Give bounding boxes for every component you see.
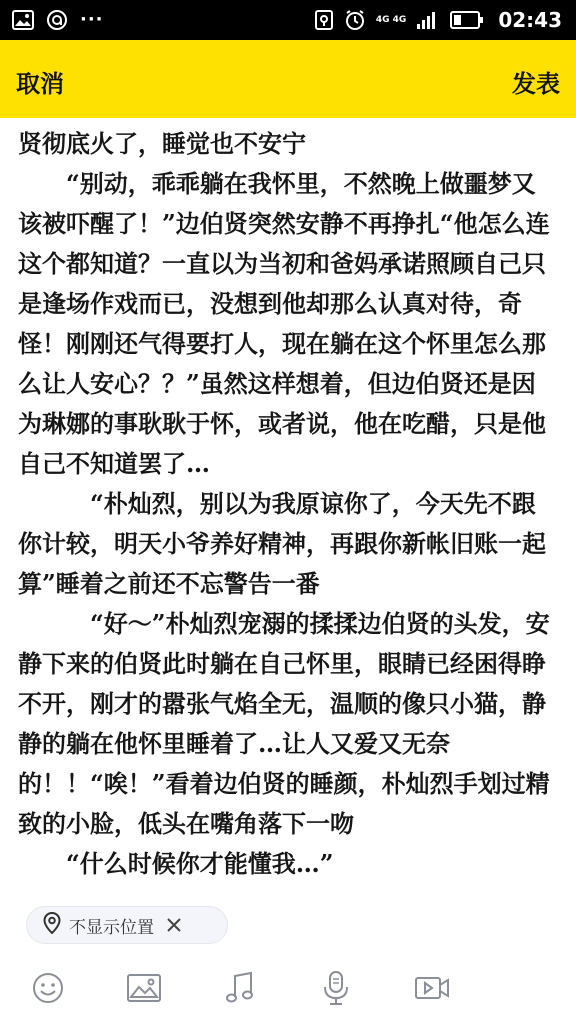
paragraph: “朴灿烈，别以为我原谅你了，今天先不跟你计较，明天小爷养好精神，再跟你新帐旧账一起算”睡着之前还不忘警告一番 — [18, 489, 546, 598]
paragraph: “好～”朴灿烈宠溺的揉揉边伯贤的头发，安静下来的伯贤此时躺在自己怀里，眼睛已经困得睁不开，刚才的嚣张气焰全无，温顺的像只小猫，静静的躺在他怀里睡着了…让人又爱又无奈的！！“唉！”看着边伯贤的睡颜，朴灿烈手划过精致的小脸，低头在嘴角落下一吻 — [18, 609, 550, 838]
clock: 02:43 — [498, 8, 562, 32]
battery-icon — [450, 11, 484, 29]
compose-toolbar — [0, 958, 576, 1018]
paragraph: “别动，乖乖躺在我怀里，不然晚上做噩梦又该被吓醒了！”边伯贤突然安静不再挣扎“他怎么连这个都知道？一直以为当初和爸妈承诺照顾自己只是逢场作戏而已，没想到他却那么认真对待，奇怪！刚刚还气得要打人，现在躺在这个怀里怎么那么让人安心？？”虽然这样想着，但边伯贤还是因为琳娜的事耿耿于怀，或者说，他在吃醋，只是他自己不知道罢了… — [18, 169, 550, 478]
network-type-label: 4G 4G — [375, 14, 407, 25]
sim-lock-icon — [314, 9, 334, 31]
status-bar-right — [314, 6, 562, 34]
publish-button[interactable]: 发表 — [512, 69, 560, 98]
post-text-area[interactable] — [18, 124, 558, 884]
cancel-button[interactable]: 取消 — [16, 69, 64, 98]
emoji-icon[interactable] — [28, 968, 68, 1008]
status-bar-left — [12, 8, 104, 32]
more-notifications-icon: ··· — [80, 9, 104, 30]
music-icon[interactable] — [220, 968, 260, 1008]
image-icon[interactable] — [124, 968, 164, 1008]
signal-icon — [416, 10, 440, 30]
gallery-notification-icon — [12, 10, 34, 30]
status-bar — [0, 0, 576, 40]
location-pin-icon — [43, 912, 61, 938]
video-icon[interactable] — [412, 968, 452, 1008]
location-label: 不显示位置 — [69, 917, 154, 938]
compose-header — [0, 40, 576, 118]
close-icon[interactable] — [166, 917, 182, 933]
paragraph: “什么时候你才能懂我…” — [18, 849, 334, 878]
alarm-icon — [344, 9, 366, 31]
paragraph: 贤彻底火了，睡觉也不安宁 — [18, 129, 306, 158]
location-toggle[interactable] — [26, 906, 228, 944]
microphone-icon[interactable] — [316, 968, 356, 1008]
app-notification-icon — [46, 9, 68, 31]
